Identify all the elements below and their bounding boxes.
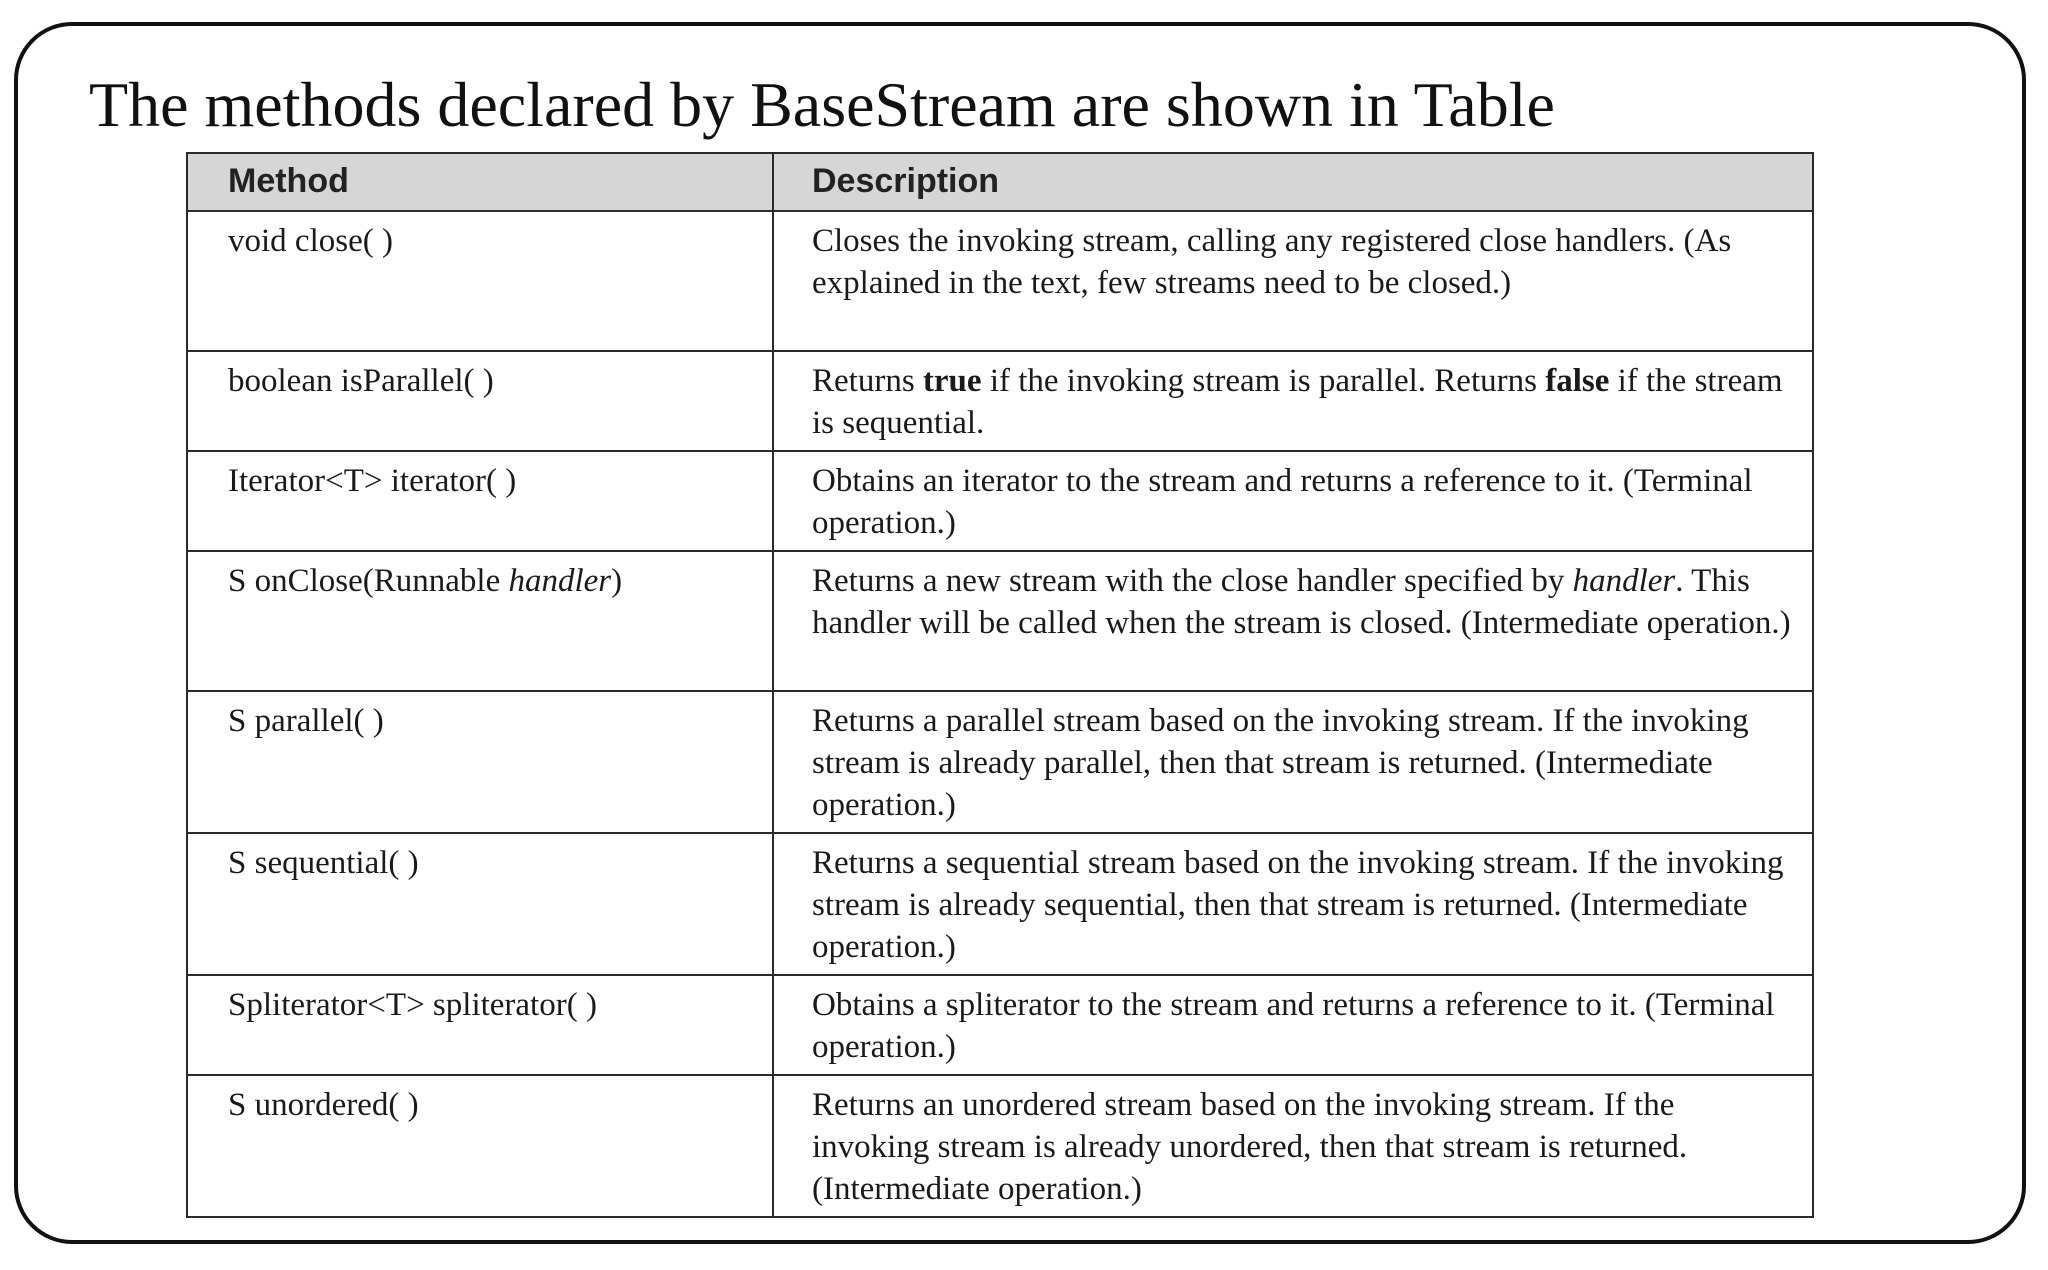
description-cell: Closes the invoking stream, calling any registered close handlers. (As explained in the text, few streams need to be closed.) xyxy=(773,211,1813,351)
description-cell: Obtains an iterator to the stream and returns a reference to it. (Terminal operation.) xyxy=(773,451,1813,551)
table-row xyxy=(187,351,1813,451)
description-keyword: false xyxy=(1545,363,1610,399)
description-text: Returns xyxy=(812,363,923,399)
header-description: Description xyxy=(773,153,1813,211)
description-keyword: true xyxy=(922,363,982,399)
description-cell: Returns a parallel stream based on the invoking stream. If the invoking stream is already parallel, then that stream is returned. (Intermediate operation.) xyxy=(773,691,1813,833)
table-row xyxy=(187,975,1813,1075)
table-row xyxy=(187,551,1813,691)
method-cell: boolean isParallel( ) xyxy=(187,351,773,451)
table-row xyxy=(187,451,1813,551)
description-text: if the stream is sequential. xyxy=(812,363,1783,441)
method-cell xyxy=(187,551,773,691)
description-text: if the invoking stream is parallel. Returns xyxy=(981,363,1546,399)
table-row xyxy=(187,211,1813,351)
description-cell: Returns an unordered stream based on the invoking stream. If the invoking stream is already unordered, then that stream is returned. (Intermediate operation.) xyxy=(773,1075,1813,1217)
method-cell: S unordered( ) xyxy=(187,1075,773,1217)
page-title: The methods declared by BaseStream are shown in Table xyxy=(89,69,1555,140)
method-cell: Spliterator<T> spliterator( ) xyxy=(187,975,773,1075)
description-text: . This handler will be called when the stream is closed. (Intermediate operation.) xyxy=(812,563,1791,641)
method-cell: Iterator<T> iterator( ) xyxy=(187,451,773,551)
methods-table xyxy=(186,152,1814,1218)
table-row xyxy=(187,691,1813,833)
header-method: Method xyxy=(187,153,773,211)
description-cell xyxy=(773,351,1813,451)
description-text: Returns a new stream with the close handler specified by xyxy=(812,563,1573,599)
description-cell xyxy=(773,551,1813,691)
table-row xyxy=(187,1075,1813,1217)
method-param: handler xyxy=(508,563,612,599)
method-text: ) xyxy=(611,563,623,599)
method-text: S onClose(Runnable xyxy=(228,563,509,599)
table-row xyxy=(187,833,1813,975)
method-cell: S sequential( ) xyxy=(187,833,773,975)
method-cell: void close( ) xyxy=(187,211,773,351)
description-cell: Returns a sequential stream based on the invoking stream. If the invoking stream is already sequential, then that stream is returned. (Intermediate operation.) xyxy=(773,833,1813,975)
method-cell: S parallel( ) xyxy=(187,691,773,833)
description-cell: Obtains a spliterator to the stream and returns a reference to it. (Terminal operation.) xyxy=(773,975,1813,1075)
description-param: handler xyxy=(1572,563,1676,599)
table-header-row xyxy=(187,153,1813,211)
